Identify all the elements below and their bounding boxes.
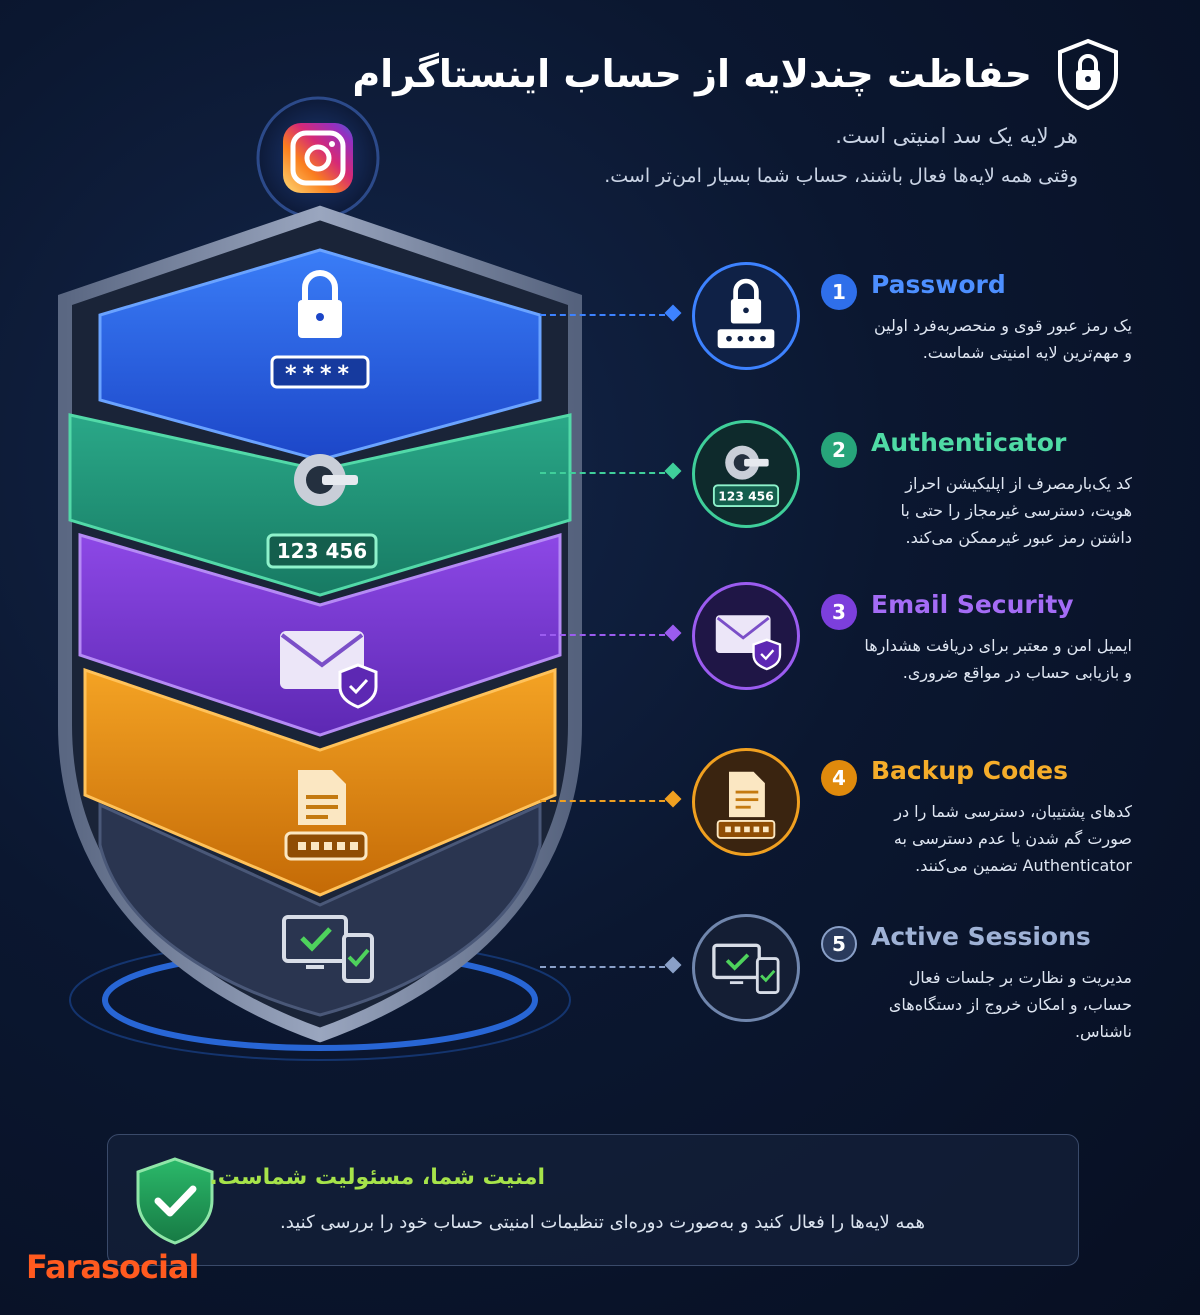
- layer-description: یک رمز عبور قوی و منحصربه‌فرد اولین و مهم‌ترین لایه امنیتی شماست.: [873, 316, 1132, 362]
- layer-row-password: [540, 270, 1180, 474]
- layer-description: ایمیل امن و معتبر برای دریافت هشدارها و بازیابی حساب در مواقع ضروری.: [864, 636, 1132, 682]
- connector-line: [540, 472, 675, 476]
- layer-title: Active Sessions: [871, 922, 1091, 951]
- authenticator-code-label: 123 456: [276, 539, 368, 563]
- connector-line: [540, 634, 675, 638]
- devices-check-icon: [692, 914, 800, 1022]
- authenticator-icon: [692, 420, 800, 528]
- layer-number: 2: [821, 432, 857, 468]
- instagram-icon: [255, 95, 381, 221]
- connector-line: [540, 314, 675, 318]
- layer-title: Backup Codes: [871, 756, 1069, 785]
- check-shield-icon: [132, 1156, 218, 1246]
- layered-shield-illustration: [40, 205, 600, 1065]
- brand-part-1: Fara: [26, 1248, 101, 1286]
- layer-title: Authenticator: [871, 428, 1067, 457]
- brand-logo: [26, 1248, 198, 1286]
- svg-text:123 456: 123 456: [718, 489, 774, 504]
- brand-part-2: social: [100, 1248, 199, 1286]
- layer-number: 4: [821, 760, 857, 796]
- password-code-label: ****: [284, 361, 356, 387]
- page-title: حفاظت چندلایه از حساب اینستاگرام: [352, 52, 1032, 96]
- backup-codes-icon: [692, 748, 800, 856]
- connector-line: [540, 966, 675, 970]
- connector-line: [540, 800, 675, 804]
- layer-number: 1: [821, 274, 857, 310]
- layer-description: کد یک‌بارمصرف از اپلیکیشن احراز هویت، دسترسی غیرمجاز را حتی با داشتن رمز عبور غیرممکن می‌کند.: [900, 474, 1132, 547]
- layer-number: 5: [821, 926, 857, 962]
- subtitle-line-1: هر لایه یک سد امنیتی است.: [835, 124, 1078, 148]
- footer-text: همه لایه‌ها را فعال کنید و به‌صورت دوره‌ای تنظیمات امنیتی حساب خود را بررسی کنید.: [280, 1212, 925, 1233]
- footer-title: امنیت شما، مسئولیت شماست.: [209, 1165, 545, 1190]
- lock-shield-icon: [1056, 38, 1120, 110]
- layer-description: کدهای پشتیبان، دسترسی شما را در صورت گم شدن یا عدم دسترسی به Authenticator تضمین می‌کنند.: [893, 802, 1132, 875]
- password-lock-icon: [692, 262, 800, 370]
- layer-description: مدیریت و نظارت بر جلسات فعال حساب، و امکان خروج از دستگاه‌های ناشناس.: [888, 968, 1132, 1041]
- layer-row-authenticator: [540, 428, 1180, 632]
- email-shield-icon: [692, 582, 800, 690]
- subtitle-line-2: وقتی همه لایه‌ها فعال باشند، حساب شما بسیار امن‌تر است.: [604, 165, 1078, 187]
- layer-title: Email Security: [871, 590, 1074, 619]
- connector-dot: [665, 305, 682, 322]
- layer-row-email-security: [540, 590, 1180, 794]
- footer-banner: [107, 1134, 1079, 1266]
- layer-title: Password: [871, 270, 1006, 299]
- layer-number: 3: [821, 594, 857, 630]
- layer-row-active-sessions: [540, 922, 1180, 1126]
